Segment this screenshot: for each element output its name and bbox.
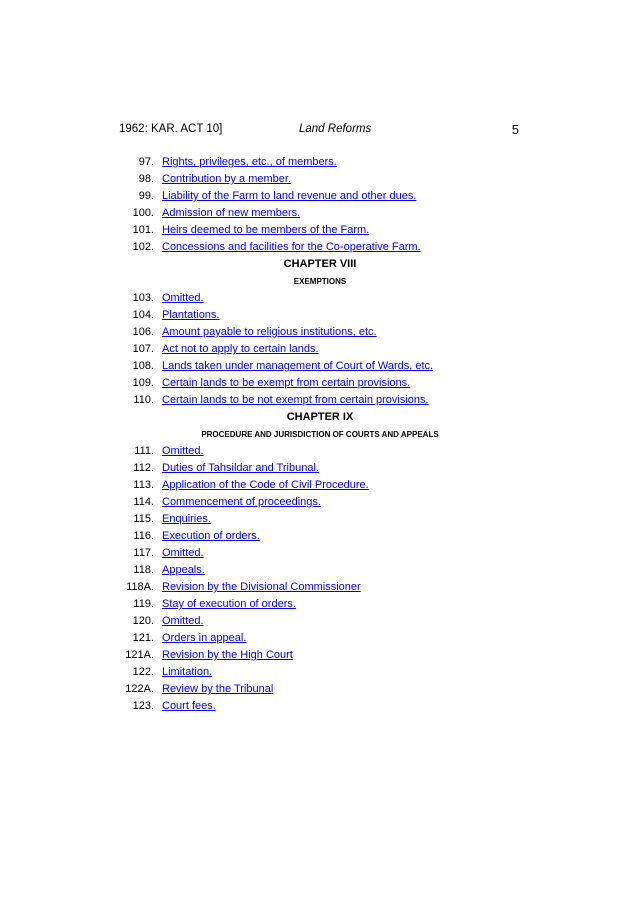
- section-link[interactable]: Duties of Tahsildar and Tribunal.: [162, 462, 319, 474]
- document-title: Land Reforms: [299, 123, 372, 135]
- toc-entry: [110, 664, 530, 681]
- chapter-heading: CHAPTER IX: [286, 411, 354, 423]
- section-number: 121A.: [125, 649, 154, 661]
- section-number: 118.: [133, 564, 154, 576]
- section-link[interactable]: Certain lands to be not exempt from certain provisions.: [162, 394, 429, 406]
- section-link[interactable]: Certain lands to be exempt from certain provisions.: [162, 377, 411, 389]
- toc-entry: [110, 647, 530, 664]
- toc-entry: [110, 188, 530, 205]
- toc-entry: [110, 324, 530, 341]
- section-link[interactable]: Stay of execution of orders.: [162, 598, 296, 610]
- section-number: 122.: [132, 666, 154, 678]
- toc-entry: [110, 392, 530, 409]
- toc-entry: [110, 171, 530, 188]
- toc-entry: [110, 613, 530, 630]
- chapter-subheading: EXEMPTIONS: [293, 277, 347, 286]
- table-of-contents: [110, 154, 530, 715]
- toc-entry: [110, 681, 530, 698]
- toc-entry: [110, 443, 530, 460]
- toc-entry: [110, 307, 530, 324]
- section-link[interactable]: Amount payable to religious institutions, etc.: [162, 326, 377, 338]
- section-link[interactable]: Court fees.: [162, 700, 216, 712]
- section-link[interactable]: Revision by the Divisional Commissioner: [162, 581, 361, 593]
- chapter-heading: CHAPTER VIII: [283, 258, 357, 270]
- section-link[interactable]: Application of the Code of Civil Procedure.: [162, 479, 369, 491]
- section-link[interactable]: Revision by the High Court: [162, 649, 293, 661]
- section-number: 120.: [132, 615, 154, 627]
- section-link[interactable]: Commencement of proceedings.: [162, 496, 321, 508]
- section-link[interactable]: Enquiries.: [162, 513, 211, 525]
- toc-entry: [110, 375, 530, 392]
- act-reference: 1962: KAR. ACT 10]: [119, 123, 223, 135]
- toc-entry: [110, 239, 530, 256]
- toc-entry: [110, 358, 530, 375]
- toc-entry: [110, 477, 530, 494]
- section-number: 117.: [133, 547, 154, 559]
- section-number: 116.: [133, 530, 154, 542]
- toc-entry: [110, 545, 530, 562]
- page-header: [119, 123, 519, 139]
- section-link[interactable]: Execution of orders.: [162, 530, 260, 542]
- section-number: 102.: [132, 241, 154, 253]
- toc-entry: [110, 460, 530, 477]
- section-link[interactable]: Omitted.: [162, 445, 204, 457]
- section-number: 101.: [132, 224, 154, 236]
- toc-entry: [110, 596, 530, 613]
- section-number: 106.: [132, 326, 154, 338]
- section-number: 110.: [133, 394, 154, 406]
- toc-entry: [110, 630, 530, 647]
- toc-entry: [110, 222, 530, 239]
- section-number: 103.: [132, 292, 154, 304]
- section-number: 100.: [132, 207, 154, 219]
- section-number: 114.: [133, 496, 154, 508]
- toc-entry: [110, 205, 530, 222]
- section-link[interactable]: Limitation.: [162, 666, 213, 678]
- section-link[interactable]: Heirs deemed to be members of the Farm.: [162, 224, 370, 236]
- chapter-subheading: PROCEDURE AND JURISDICTION OF COURTS AND APPEALS: [201, 430, 439, 439]
- section-number: 104.: [132, 309, 154, 321]
- section-number: 99.: [138, 190, 154, 202]
- section-number: 123.: [132, 700, 154, 712]
- section-link[interactable]: Orders in appeal.: [162, 632, 247, 644]
- section-link[interactable]: Concessions and facilities for the Co-operative Farm.: [162, 241, 421, 253]
- toc-entry: [110, 154, 530, 171]
- toc-entry: [110, 341, 530, 358]
- section-number: 111.: [134, 445, 154, 457]
- section-number: 107.: [132, 343, 154, 355]
- section-number: 115.: [133, 513, 154, 525]
- section-number: 108.: [132, 360, 154, 372]
- section-number: 97.: [138, 156, 154, 168]
- toc-entry: [110, 528, 530, 545]
- section-link[interactable]: Lands taken under management of Court of Wards, etc.: [162, 360, 434, 372]
- toc-entry: [110, 290, 530, 307]
- section-number: 118A.: [126, 581, 154, 593]
- section-number: 112.: [133, 462, 154, 474]
- section-number: 121.: [132, 632, 154, 644]
- section-link[interactable]: Plantations.: [162, 309, 220, 321]
- section-link[interactable]: Omitted.: [162, 547, 204, 559]
- toc-entry: [110, 579, 530, 596]
- section-link[interactable]: Admission of new members.: [162, 207, 301, 219]
- section-link[interactable]: Liability of the Farm to land revenue and other dues.: [162, 190, 417, 202]
- section-link[interactable]: Omitted.: [162, 615, 204, 627]
- section-link[interactable]: Appeals.: [162, 564, 205, 576]
- section-link[interactable]: Act not to apply to certain lands.: [162, 343, 319, 355]
- section-number: 98.: [138, 173, 154, 185]
- toc-entry: [110, 494, 530, 511]
- section-number: 119.: [133, 598, 154, 610]
- section-number: 109.: [132, 377, 154, 389]
- page-number: 5: [511, 122, 519, 137]
- toc-entry: [110, 698, 530, 715]
- toc-entry: [110, 511, 530, 528]
- section-link[interactable]: Contribution by a member.: [162, 173, 292, 185]
- section-number: 122A.: [125, 683, 154, 695]
- toc-entry: [110, 562, 530, 579]
- section-link[interactable]: Omitted.: [162, 292, 204, 304]
- section-link[interactable]: Review by the Tribunal: [162, 683, 274, 695]
- section-link[interactable]: Rights, privileges, etc., of members.: [162, 156, 337, 168]
- section-number: 113.: [133, 479, 154, 491]
